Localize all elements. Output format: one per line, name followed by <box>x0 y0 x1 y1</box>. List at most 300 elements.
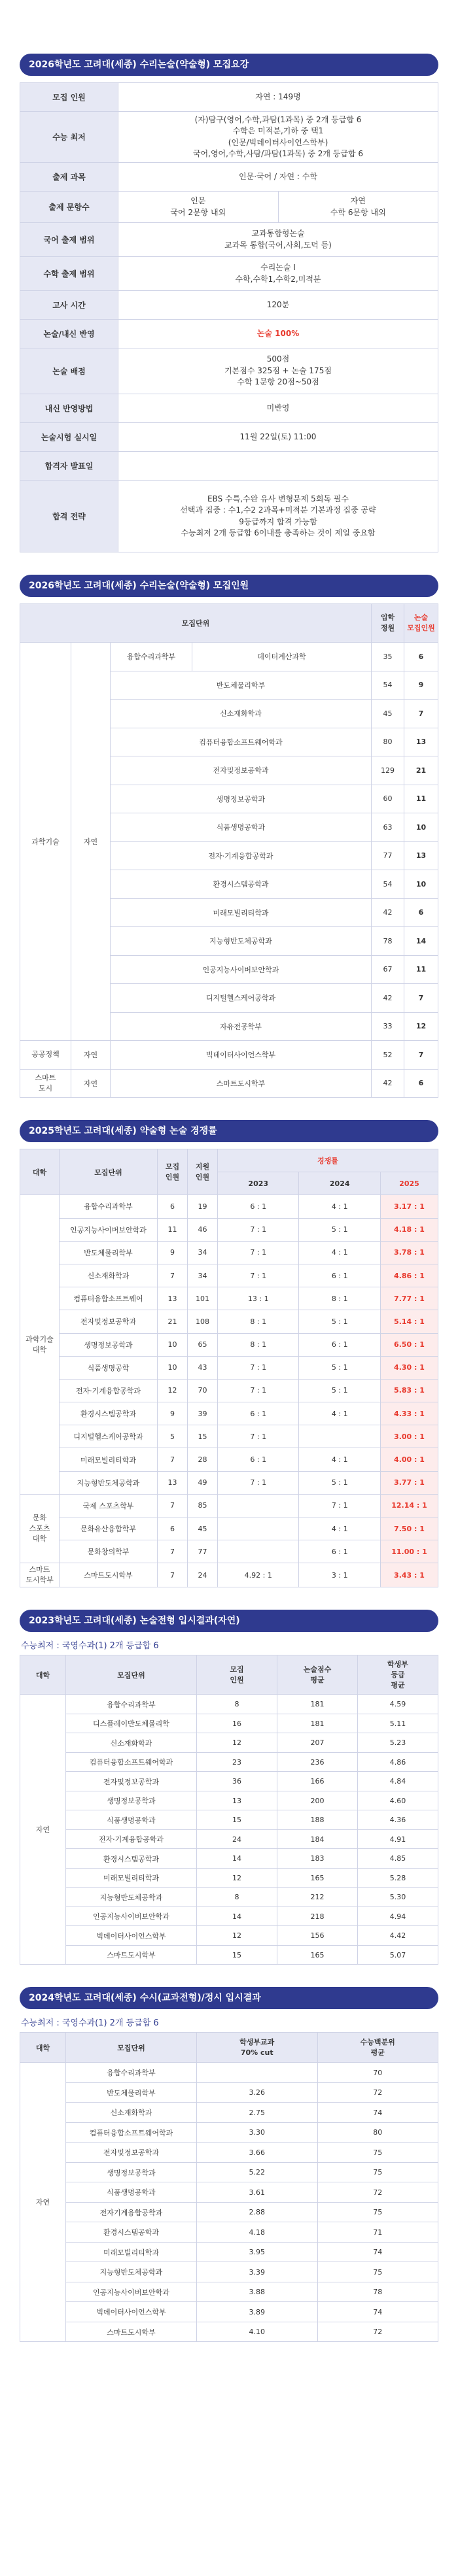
rate-2023: 8 : 1 <box>218 1333 299 1356</box>
header-grade-avg: 학생부 등급 평균 <box>358 1655 438 1695</box>
unit-name: 융합수리과학부 <box>66 2063 197 2083</box>
quota: 24 <box>197 1829 277 1849</box>
csat-avg: 78 <box>317 2282 438 2302</box>
rate-2023: 7 : 1 <box>218 1218 299 1241</box>
essay-quota: 7 <box>404 1041 438 1070</box>
essay-quota: 6 <box>404 643 438 671</box>
grade-avg: 5.07 <box>358 1945 438 1965</box>
result-row <box>20 2143 438 2163</box>
section-title: 2026학년도 고려대(세종) 수리논술(약술형) 모집인원 <box>20 575 438 597</box>
capacity: 42 <box>372 898 404 927</box>
csat-avg: 74 <box>317 2302 438 2322</box>
rate-2023: 4.92 : 1 <box>218 1563 299 1587</box>
essay-avg: 188 <box>277 1810 358 1830</box>
essay-avg: 181 <box>277 1695 358 1714</box>
essay-avg: 166 <box>277 1772 358 1791</box>
applicants: 49 <box>188 1471 218 1494</box>
rate-2025: 3.00 : 1 <box>380 1425 438 1448</box>
unit-name: 지능형반도체공학과 <box>60 1471 158 1494</box>
result-row <box>20 2242 438 2262</box>
section-quota <box>20 575 438 1098</box>
csat-avg: 75 <box>317 2143 438 2163</box>
result-row <box>20 1888 438 1907</box>
guide-value: (자)탐구(영어,수학,과탐(1과목) 중 2개 등급합 6 수학은 미적분,기하 중 택1 (인문/빅데이터사이언스학부) 국어,영어,수학,사탐/과탐(1과목) 중 2개 등급합 6 <box>118 112 438 163</box>
rate-2024: 4 : 1 <box>299 1241 380 1264</box>
section-recruitment-guide <box>20 54 438 552</box>
quota: 13 <box>197 1791 277 1810</box>
guide-value: 교과통합형논술 교과목 통합(국어,사회,도덕 등) <box>118 223 438 257</box>
section-competition <box>20 1120 438 1587</box>
school-cut: 3.61 <box>197 2182 318 2203</box>
csat-avg: 74 <box>317 2242 438 2262</box>
unit-name: 융합수리과학부 <box>66 1695 197 1714</box>
quota: 13 <box>158 1471 188 1494</box>
unit-name: 생명정보공학과 <box>66 2162 197 2182</box>
guide-row <box>20 291 438 320</box>
csat-avg: 74 <box>317 2103 438 2123</box>
school-cut: 3.30 <box>197 2122 318 2143</box>
section-2023-results <box>20 1610 438 1965</box>
unit-name: 전자및정보공학과 <box>66 1772 197 1791</box>
quota: 14 <box>197 1849 277 1869</box>
header-quota: 모집 인원 <box>197 1655 277 1695</box>
header-2024: 2024 <box>299 1172 380 1195</box>
unit-name: 식품생명공학 <box>60 1356 158 1379</box>
requirement-note: 수능최저 : 국영수과(1) 2개 등급합 6 <box>21 2018 159 2029</box>
grade-avg: 5.28 <box>358 1868 438 1888</box>
capacity: 63 <box>372 813 404 842</box>
rate-2025: 7.77 : 1 <box>380 1287 438 1310</box>
guide-value: 논술 100% <box>118 320 438 348</box>
capacity: 45 <box>372 700 404 728</box>
quota: 8 <box>197 1888 277 1907</box>
rate-2024: 6 : 1 <box>299 1264 380 1287</box>
section-title: 2026학년도 고려대(세종) 수리논술(약술형) 모집요강 <box>20 54 438 76</box>
header-college: 대학 <box>20 2033 66 2063</box>
school-cut: 2.88 <box>197 2202 318 2222</box>
unit-name: 국제 스포츠학부 <box>60 1494 158 1517</box>
unit-name: 컴퓨터융합소프트웨어 <box>60 1287 158 1310</box>
result-row <box>20 1733 438 1753</box>
header-2025: 2025 <box>380 1172 438 1195</box>
quota: 6 <box>158 1195 188 1218</box>
quota: 16 <box>197 1714 277 1733</box>
competition-row <box>20 1379 438 1402</box>
result-row <box>20 2202 438 2222</box>
header-unit: 모집단위 <box>60 1149 158 1195</box>
group-college: 과학기술 <box>20 643 71 1041</box>
unit-name: 신소재화학과 <box>111 700 372 728</box>
unit-name: 환경시스템공학과 <box>60 1402 158 1425</box>
unit-name: 생명정보공학과 <box>60 1333 158 1356</box>
applicants: 15 <box>188 1425 218 1448</box>
competition-row <box>20 1517 438 1540</box>
result-row <box>20 2082 438 2103</box>
result-row <box>20 1752 438 1772</box>
applicants: 34 <box>188 1241 218 1264</box>
applicants: 46 <box>188 1218 218 1241</box>
rate-2023: 8 : 1 <box>218 1310 299 1333</box>
essay-quota: 9 <box>404 671 438 700</box>
school-cut: 3.88 <box>197 2282 318 2302</box>
unit-name: 전자및정보공학과 <box>111 756 372 785</box>
header-college: 대학 <box>20 1655 66 1695</box>
quota: 6 <box>158 1517 188 1540</box>
competition-row <box>20 1563 438 1587</box>
essay-avg: 212 <box>277 1888 358 1907</box>
header-applicants: 지원 인원 <box>188 1149 218 1195</box>
unit-name: 디스플레이반도체물리학 <box>66 1714 197 1733</box>
section-title: 2024학년도 고려대(세종) 수시(교과전형)/정시 입시결과 <box>20 1987 438 2009</box>
unit-name: 컴퓨터융합소프트웨어학과 <box>66 2122 197 2143</box>
competition-row <box>20 1333 438 1356</box>
essay-avg: 207 <box>277 1733 358 1753</box>
unit-name: 스마트도시학부 <box>111 1069 372 1098</box>
rate-2023 <box>218 1540 299 1563</box>
unit-name: 식품생명공학과 <box>66 1810 197 1830</box>
unit-name: 미래모빌리티학과 <box>66 1868 197 1888</box>
rate-2023: 7 : 1 <box>218 1425 299 1448</box>
header-unit: 모집단위 <box>66 1655 197 1695</box>
quota-table <box>20 603 438 1098</box>
applicants: 43 <box>188 1356 218 1379</box>
competition-row <box>20 1310 438 1333</box>
header-essay-quota: 논술 모집인원 <box>404 604 438 643</box>
rate-2025: 4.30 : 1 <box>380 1356 438 1379</box>
result-row <box>20 1829 438 1849</box>
unit-name: 신소재화학과 <box>60 1264 158 1287</box>
essay-avg: 184 <box>277 1829 358 1849</box>
rate-2025: 6.50 : 1 <box>380 1333 438 1356</box>
rate-2024: 8 : 1 <box>299 1287 380 1310</box>
quota: 7 <box>158 1563 188 1587</box>
requirement-note: 수능최저 : 국영수과(1) 2개 등급합 6 <box>21 1641 159 1652</box>
result-row <box>20 1695 438 1714</box>
quota-row <box>20 643 438 671</box>
unit-name: 전자및정보공학과 <box>60 1310 158 1333</box>
unit-name: 반도체물리학부 <box>111 671 372 700</box>
unit-name: 전자기계융합공학과 <box>66 2202 197 2222</box>
group-college: 스마트 도시 <box>20 1069 71 1098</box>
result-row <box>20 2222 438 2243</box>
unit-name: 스마트도시학부 <box>66 2322 197 2342</box>
applicants: 39 <box>188 1402 218 1425</box>
guide-label: 논술 배점 <box>20 348 118 394</box>
rate-2024: 3 : 1 <box>299 1563 380 1587</box>
guide-row <box>20 223 438 257</box>
rate-2024: 4 : 1 <box>299 1195 380 1218</box>
rate-2025: 5.83 : 1 <box>380 1379 438 1402</box>
guide-table <box>20 82 438 552</box>
group-college: 과학기술 대학 <box>20 1195 60 1494</box>
grade-avg: 4.85 <box>358 1849 438 1869</box>
result-row <box>20 2063 438 2083</box>
grade-avg: 5.11 <box>358 1714 438 1733</box>
rate-2025: 3.17 : 1 <box>380 1195 438 1218</box>
rate-2023: 7 : 1 <box>218 1356 299 1379</box>
result-row <box>20 1907 438 1926</box>
group-track: 자연 <box>71 1069 111 1098</box>
result-row <box>20 2162 438 2182</box>
capacity: 54 <box>372 671 404 700</box>
guide-row <box>20 320 438 348</box>
rate-2024: 5 : 1 <box>299 1379 380 1402</box>
unit-name: 미래모빌리티학과 <box>66 2242 197 2262</box>
result-row <box>20 2302 438 2322</box>
rate-2024: 6 : 1 <box>299 1333 380 1356</box>
applicants: 24 <box>188 1563 218 1587</box>
grade-avg: 4.94 <box>358 1907 438 1926</box>
applicants: 77 <box>188 1540 218 1563</box>
quota: 21 <box>158 1310 188 1333</box>
essay-avg: 183 <box>277 1849 358 1869</box>
quota: 9 <box>158 1241 188 1264</box>
capacity: 54 <box>372 870 404 899</box>
guide-label: 수능 최저 <box>20 112 118 163</box>
guide-value-right: 자연 수학 6문항 내외 <box>278 192 438 223</box>
result-row <box>20 2322 438 2342</box>
capacity: 60 <box>372 785 404 813</box>
unit-name: 컴퓨터융합소프트웨어학과 <box>66 1752 197 1772</box>
competition-row <box>20 1356 438 1379</box>
unit-name: 빅데이터사이언스학부 <box>111 1041 372 1070</box>
essay-quota: 14 <box>404 927 438 956</box>
essay-quota: 10 <box>404 870 438 899</box>
unit-name: 디지털헬스케어공학과 <box>60 1425 158 1448</box>
guide-label: 논술/내신 반영 <box>20 320 118 348</box>
guide-value <box>118 452 438 481</box>
result-row <box>20 2103 438 2123</box>
quota: 12 <box>197 1926 277 1946</box>
rate-2025: 4.33 : 1 <box>380 1402 438 1425</box>
rate-2023 <box>218 1494 299 1517</box>
capacity: 42 <box>372 984 404 1013</box>
essay-avg: 156 <box>277 1926 358 1946</box>
unit-name: 미래모빌리티학과 <box>111 898 372 927</box>
quota: 10 <box>158 1356 188 1379</box>
unit-name: 지능형반도체공학과 <box>111 927 372 956</box>
guide-value: EBS 수특,수완 유사 변형문제 5회독 필수 선택과 집중 : 수1,수2 2과목+미적분 기본과정 집중 공략 9등급까지 합격 가능함 수능최저 2개 등급합 6이내를 충족하는 것이 제일 중요함 <box>118 481 438 552</box>
competition-table <box>20 1149 438 1587</box>
quota: 15 <box>197 1945 277 1965</box>
school-cut: 3.95 <box>197 2242 318 2262</box>
grade-avg: 5.23 <box>358 1733 438 1753</box>
unit-name: 식품생명공학과 <box>66 2182 197 2203</box>
header-unit: 모집단위 <box>66 2033 197 2063</box>
essay-quota: 13 <box>404 728 438 756</box>
rate-2025: 3.43 : 1 <box>380 1563 438 1587</box>
rate-2025: 4.18 : 1 <box>380 1218 438 1241</box>
unit-name: 반도체물리학부 <box>66 2082 197 2103</box>
csat-avg: 80 <box>317 2122 438 2143</box>
rate-2025: 5.14 : 1 <box>380 1310 438 1333</box>
guide-label: 논술시험 실시일 <box>20 423 118 452</box>
rate-2024: 4 : 1 <box>299 1517 380 1540</box>
unit-name: 문화창의학부 <box>60 1540 158 1563</box>
quota: 9 <box>158 1402 188 1425</box>
rate-2024: 7 : 1 <box>299 1494 380 1517</box>
capacity: 80 <box>372 728 404 756</box>
unit-name: 식품생명공학과 <box>111 813 372 842</box>
quota: 7 <box>158 1494 188 1517</box>
grade-avg: 4.91 <box>358 1829 438 1849</box>
grade-avg: 4.84 <box>358 1772 438 1791</box>
quota: 7 <box>158 1448 188 1471</box>
result-row <box>20 1772 438 1791</box>
rate-2024: 5 : 1 <box>299 1218 380 1241</box>
rate-2025: 12.14 : 1 <box>380 1494 438 1517</box>
rate-2024: 5 : 1 <box>299 1356 380 1379</box>
results-2023-table <box>20 1655 438 1965</box>
guide-row <box>20 481 438 552</box>
guide-row <box>20 112 438 163</box>
section-title: 2023학년도 고려대(세종) 논술전형 입시결과(자연) <box>20 1610 438 1632</box>
competition-row <box>20 1402 438 1425</box>
grade-avg: 4.86 <box>358 1752 438 1772</box>
capacity: 77 <box>372 841 404 870</box>
competition-row <box>20 1195 438 1218</box>
essay-quota: 10 <box>404 813 438 842</box>
unit-name: 지능형반도체공학과 <box>66 1888 197 1907</box>
results-2024-table <box>20 2032 438 2342</box>
unit-name: 문화유산융합학부 <box>60 1517 158 1540</box>
quota: 7 <box>158 1264 188 1287</box>
rate-2023: 7 : 1 <box>218 1264 299 1287</box>
csat-avg: 70 <box>317 2063 438 2083</box>
section-2024-results <box>20 1987 438 2342</box>
result-row <box>20 1791 438 1810</box>
rate-2025: 3.77 : 1 <box>380 1471 438 1494</box>
competition-row <box>20 1241 438 1264</box>
csat-avg: 72 <box>317 2082 438 2103</box>
unit-name: 인공지능사이버보안학과 <box>66 1907 197 1926</box>
quota: 5 <box>158 1425 188 1448</box>
result-row <box>20 1810 438 1830</box>
unit-name: 인공지능사이버보안학과 <box>111 955 372 984</box>
capacity: 67 <box>372 955 404 984</box>
unit-name: 인공지능사이버보안학과 <box>66 2282 197 2302</box>
essay-avg: 181 <box>277 1714 358 1733</box>
unit-name: 스마트도시학부 <box>60 1563 158 1587</box>
guide-row <box>20 423 438 452</box>
unit-name: 전자및정보공학과 <box>66 2143 197 2163</box>
unit-name: 융합수리과학부 <box>111 643 192 671</box>
essay-avg: 236 <box>277 1752 358 1772</box>
quota: 7 <box>158 1540 188 1563</box>
essay-avg: 200 <box>277 1791 358 1810</box>
quota: 23 <box>197 1752 277 1772</box>
essay-quota: 6 <box>404 1069 438 1098</box>
guide-label: 출제 문항수 <box>20 192 118 223</box>
guide-value: 자연 : 149명 <box>118 83 438 112</box>
quota: 8 <box>197 1695 277 1714</box>
unit-name: 전자·기계융합공학과 <box>60 1379 158 1402</box>
guide-label: 합격 전략 <box>20 481 118 552</box>
group-college: 자연 <box>20 2063 66 2342</box>
school-cut: 4.10 <box>197 2322 318 2342</box>
csat-avg: 72 <box>317 2182 438 2203</box>
competition-row <box>20 1471 438 1494</box>
rate-2023: 6 : 1 <box>218 1448 299 1471</box>
unit-name: 전자·기계융합공학과 <box>111 841 372 870</box>
rate-2024: 6 : 1 <box>299 1540 380 1563</box>
school-cut: 2.75 <box>197 2103 318 2123</box>
guide-row <box>20 83 438 112</box>
unit-sub: 데이터계산과학 <box>192 643 372 671</box>
school-cut: 4.18 <box>197 2222 318 2243</box>
header-capacity: 입학 정원 <box>372 604 404 643</box>
csat-avg: 75 <box>317 2262 438 2282</box>
competition-row <box>20 1540 438 1563</box>
guide-value: 인문·국어 / 자연 : 수학 <box>118 163 438 192</box>
group-college: 공공정책 <box>20 1041 71 1070</box>
grade-avg: 4.36 <box>358 1810 438 1830</box>
unit-name: 자유전공학부 <box>111 1012 372 1041</box>
rate-2024 <box>299 1425 380 1448</box>
quota-row <box>20 1069 438 1098</box>
school-cut <box>197 2063 318 2083</box>
result-row <box>20 2182 438 2203</box>
essay-avg: 218 <box>277 1907 358 1926</box>
applicants: 45 <box>188 1517 218 1540</box>
header-college: 대학 <box>20 1149 60 1195</box>
applicants: 101 <box>188 1287 218 1310</box>
header-essay-avg: 논술점수 평균 <box>277 1655 358 1695</box>
capacity: 35 <box>372 643 404 671</box>
quota: 13 <box>158 1287 188 1310</box>
result-row <box>20 1714 438 1733</box>
rate-2023: 7 : 1 <box>218 1241 299 1264</box>
capacity: 78 <box>372 927 404 956</box>
essay-quota: 6 <box>404 898 438 927</box>
school-cut: 3.26 <box>197 2082 318 2103</box>
competition-row <box>20 1448 438 1471</box>
result-row <box>20 2282 438 2302</box>
rate-2023: 6 : 1 <box>218 1195 299 1218</box>
guide-value: 120분 <box>118 291 438 320</box>
essay-quota: 21 <box>404 756 438 785</box>
guide-value: 미반영 <box>118 394 438 423</box>
csat-avg: 71 <box>317 2222 438 2243</box>
header-2023: 2023 <box>218 1172 299 1195</box>
rate-2025: 7.50 : 1 <box>380 1517 438 1540</box>
result-row <box>20 1868 438 1888</box>
unit-name: 전자·기계융합공학과 <box>66 1829 197 1849</box>
unit-name: 환경시스템공학과 <box>66 2222 197 2243</box>
guide-row <box>20 192 438 223</box>
quota: 36 <box>197 1772 277 1791</box>
guide-value: 11월 22일(토) 11:00 <box>118 423 438 452</box>
guide-row <box>20 257 438 291</box>
rate-2024: 5 : 1 <box>299 1471 380 1494</box>
rate-2024: 4 : 1 <box>299 1402 380 1425</box>
rate-2023: 7 : 1 <box>218 1379 299 1402</box>
essay-quota: 11 <box>404 785 438 813</box>
guide-label: 국어 출제 범위 <box>20 223 118 257</box>
rate-2023 <box>218 1517 299 1540</box>
applicants: 65 <box>188 1333 218 1356</box>
section-title: 2025학년도 고려대(세종) 약술형 논술 경쟁률 <box>20 1120 438 1142</box>
grade-avg: 4.42 <box>358 1926 438 1946</box>
applicants: 70 <box>188 1379 218 1402</box>
guide-value: 500점 기본점수 325점 + 논술 175점 수학 1문항 20점~50점 <box>118 348 438 394</box>
capacity: 129 <box>372 756 404 785</box>
school-cut: 3.39 <box>197 2262 318 2282</box>
guide-value-left: 인문 국어 2문항 내외 <box>118 192 279 223</box>
essay-avg: 165 <box>277 1868 358 1888</box>
unit-name: 생명정보공학과 <box>66 1791 197 1810</box>
applicants: 85 <box>188 1494 218 1517</box>
